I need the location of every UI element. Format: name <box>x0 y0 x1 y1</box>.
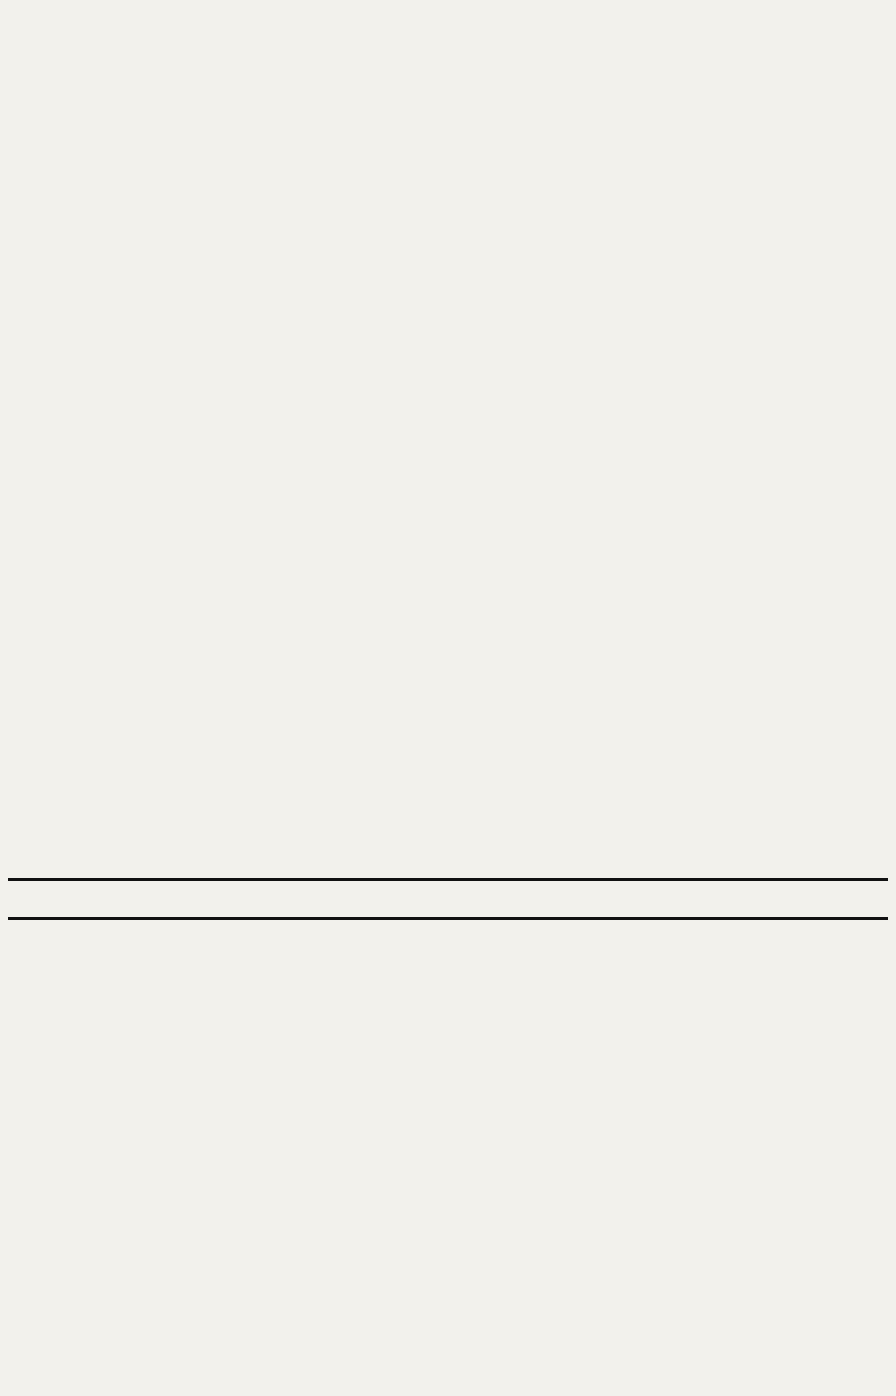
help-wanted-section <box>8 16 888 874</box>
running-header <box>8 3 888 15</box>
home-service-section <box>8 924 888 1392</box>
home-service-guide-banner <box>8 878 888 920</box>
